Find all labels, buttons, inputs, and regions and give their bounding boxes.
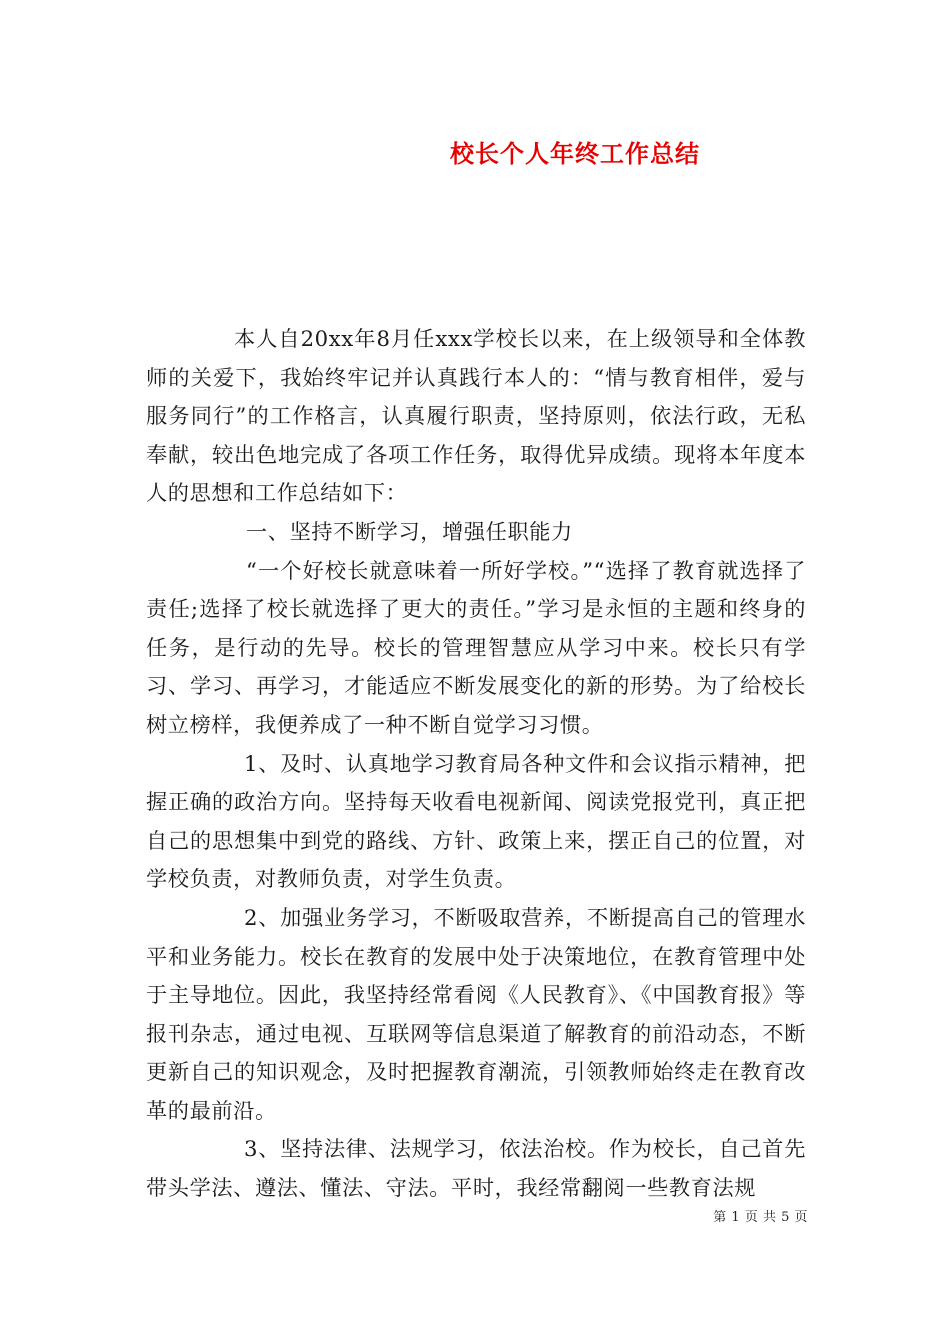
paragraph-item-2: 2、加强业务学习，不断吸取营养，不断提高自己的管理水平和业务能力。校长在教育的发展中处于决策地位，在教育管理中处于主导地位。因此，我坚持经常看阅《人民教育》、《中国教育报》等报刊杂志，通过电视、互联网等信息渠道了解教育的前沿动态，不断更新自己的知识观念，及时把握教育潮流，引领教师始终走在教育改革的最前沿。: [146, 904, 806, 1123]
document-title: 校长个人年终工作总结: [450, 139, 700, 168]
paragraph-intro: 本人自20xx年8月任xxx学校长以来，在上级领导和全体教师的关爱下，我始终牢记并认真践行本人的：“情与教育相伴，爱与服务同行”的工作格言，认真履行职责，坚持原则，依法行政，无私奉献，较出色地完成了各项工作任务，取得优异成绩。现将本年度本人的思想和工作总结如下：: [146, 326, 806, 506]
section-heading-1: 一、坚持不断学习，增强任职能力: [246, 518, 573, 544]
document-body: [146, 320, 806, 1208]
paragraph-quote: “一个好校长就意味着一所好学校。”“选择了教育就选择了责任;选择了校长就选择了更大的责任。”学习是永恒的主题和终身的任务，是行动的先导。校长的管理智慧应从学习中来。校长只有学习、学习、再学习，才能适应不断发展变化的新的形势。为了给校长树立榜样，我便养成了一种不断自觉学习习惯。: [146, 557, 806, 737]
paragraph-item-3: 3、坚持法律、法规学习，依法治校。作为校长，自己首先带头学法、遵法、懂法、守法。平时，我经常翻阅一些教育法规: [146, 1136, 806, 1201]
paragraph-item-1: 1、及时、认真地学习教育局各种文件和会议指示精神，把握正确的政治方向。坚持每天收看电视新闻、阅读党报党刊，真正把自己的思想集中到党的路线、方针、政策上来，摆正自己的位置，对学校负责，对教师负责，对学生负责。: [146, 750, 806, 892]
page-footer: 第 1 页 共 5 页: [713, 1210, 808, 1225]
